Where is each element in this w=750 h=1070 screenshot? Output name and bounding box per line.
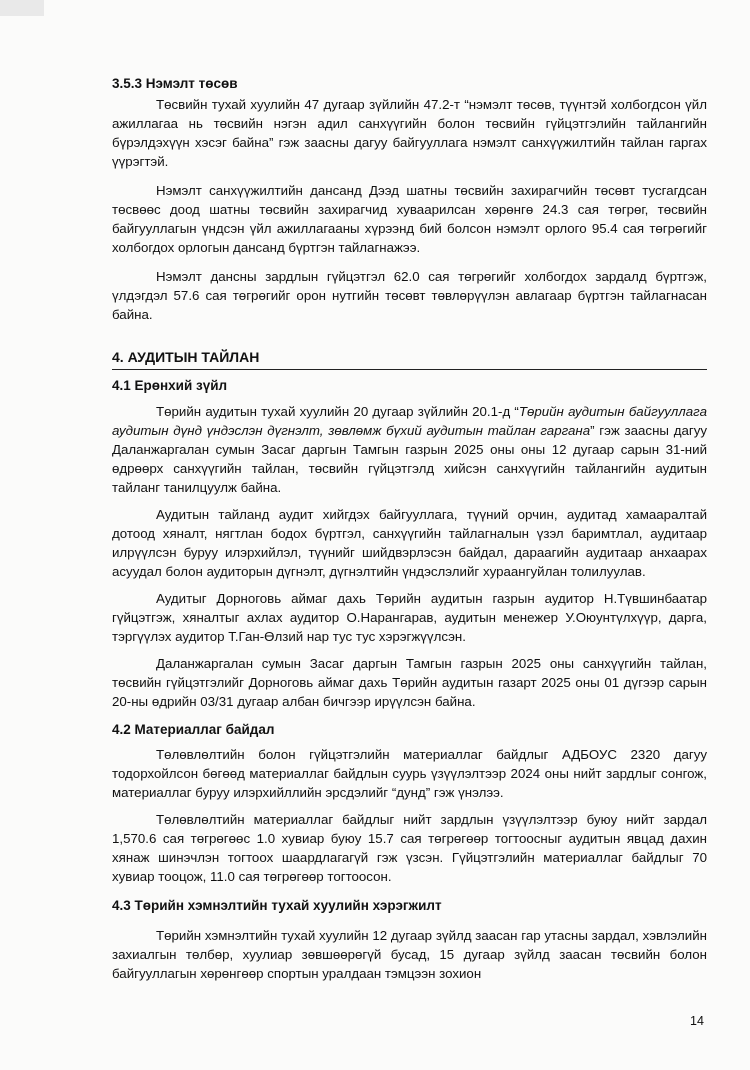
page-number: 14 [690, 1014, 704, 1028]
paragraph: Төсвийн тухай хуулийн 47 дугаар зүйлийн 47.2-т “нэмэлт төсөв, түүнтэй холбогдсон үйл ажиллагаа нь төсвийн нэгэн адил санхүүгийн болон төсвийн гүйцэтгэлийн тайлангийн бүрэлдэхүүн хэсэг байна” гэж заасны дагуу байгууллага нэмэлт санхүүжилтийн тайлан гаргах үүрэгтэй. [112, 97, 707, 169]
quoted-law-text: Төрийн аудитын байгууллага аудитын дүнд үндэслэн дүгнэлт, зөвлөмж бүхий аудитын тайлан гаргана [112, 404, 707, 438]
scan-edge-mark [0, 0, 44, 16]
paragraph: Даланжаргалан сумын Засаг даргын Тамгын газрын 2025 оны санхүүгийн тайлан, төсвийн гүйцэтгэлийг Дорноговь аймаг дахь Төрийн аудитын газарт 2025 оны 01 дүгээр сарын 20-ны өдрийн 03/31 дугаар албан бичгээр ирүүлсэн байна. [112, 656, 707, 709]
section-heading-4-2: 4.2 Материаллаг байдал [112, 722, 275, 737]
paragraph: Нэмэлт санхүүжилтийн дансанд Дээд шатны төсвийн захирагчийн төсөвт тусгагдсан төсвөөс доод шатны төсвийн захирагчид хуваарилсан хөрөнгө 24.3 сая төгрөг, төсвийн байгууллагын үндсэн үйл ажиллагааны хүрээнд бий болсон нэмэлт орлого 95.4 сая төгрөгийг холбогдох орлогын дансанд бүртгэн тайлагнажээ. [112, 183, 707, 255]
section-heading-4-3: 4.3 Төрийн хэмнэлтийн тухай хуулийн хэрэгжилт [112, 898, 442, 913]
paragraph: Аудитыг Дорноговь аймаг дахь Төрийн аудитын газрын аудитор Н.Түвшинбаатар гүйцэтгэж, хяналтыг ахлах аудитор О.Нарангарав, аудитын менежер У.Оюунтүлхүүр, дарга, тэргүүлэх аудитор Т.Ган-Өлзий нар тус тус хэрэгжүүлсэн. [112, 591, 707, 644]
page-content [112, 74, 707, 983]
quote-lead-text: Төрийн аудитын тухай хуулийн 20 дугаар зүйлийн 20.1-д “ [156, 404, 519, 419]
section-heading-4: 4. АУДИТЫН ТАЙЛАН [112, 348, 707, 370]
paragraph-legal-quote [112, 402, 707, 497]
section-heading-4-1: 4.1 Ерөнхий зүйл [112, 378, 228, 393]
paragraph: Төлөвлөлтийн болон гүйцэтгэлийн материаллаг байдлыг АДБОУС 2320 дагуу тодорхойлсон бөгөөд материаллаг байдлын суурь үзүүлэлтээр 2024 оны нийт зардлыг сонгож, материаллаг буруу илэрхийллийн эрсдэлийг “дунд” гэж үнэлээ. [112, 747, 707, 800]
paragraph: Төлөвлөлтийн материаллаг байдлыг нийт зардлын үзүүлэлтээр буюу нийт зардал 1,570.6 сая төгрөгөөс 1.0 хувиар буюу 15.7 сая төгрөгөөр тогтоосныг аудитын явцад дахин хянаж шинэчлэн тогтоох шаардлагагүй гэж үзсэн. Гүйцэтгэлийн материаллаг байдлыг 70 хувиар тооцож, 11.0 сая төгрөгөөр тогтоосон. [112, 812, 707, 884]
paragraph: Төрийн хэмнэлтийн тухай хуулийн 12 дугаар зүйлд заасан гар утасны зардал, хэвлэлийн захиалгын төлбөр, хуулиар зөвшөөрөгүй бусад, 15 дугаар зүйлд заасан төсвийн болон байгууллагын хөрөнгөөр спортын уралдаан тэмцээн зохион [112, 928, 707, 981]
paragraph: Нэмэлт дансны зардлын гүйцэтгэл 62.0 сая төгрөгийг холбогдох зардалд бүртгэж, үлдэгдэл 57.6 сая төгрөгийг орон нутгийн төсөвт төвлөрүүлэн авлагаар бүртгэн тайлагнасан байна. [112, 269, 707, 322]
paragraph: Аудитын тайланд аудит хийгдэх байгууллага, түүний орчин, аудитад хамааралтай дотоод хяналт, нягтлан бодох бүртгэл, санхүүгийн тайлагналын үзэл баримтлал, аудитаар илрүүлсэн буруу илэрхийлэл, түүнийг шийдвэрлэсэн байдал, дараагийн аудитаар анхаарах асуудал болон аудиторын дүгнэлт, дүгнэлтийн үндэслэлийг хураангуйлан толилуулав. [112, 507, 707, 579]
section-heading-3-5-3: 3.5.3 Нэмэлт төсөв [112, 76, 238, 91]
quote-trail-text: ” гэж заасны дагуу Даланжаргалан сумын Засаг даргын Тамгын газрын 2025 оны оны 12 дугаар сарын 31-ний өдрөөрх санхүүгийн тайлан, төсвийн гүйцэтгэлд хийсэн санхүүгийн тайлангийн аудитын тайланг танилцуулж байна. [112, 423, 707, 495]
